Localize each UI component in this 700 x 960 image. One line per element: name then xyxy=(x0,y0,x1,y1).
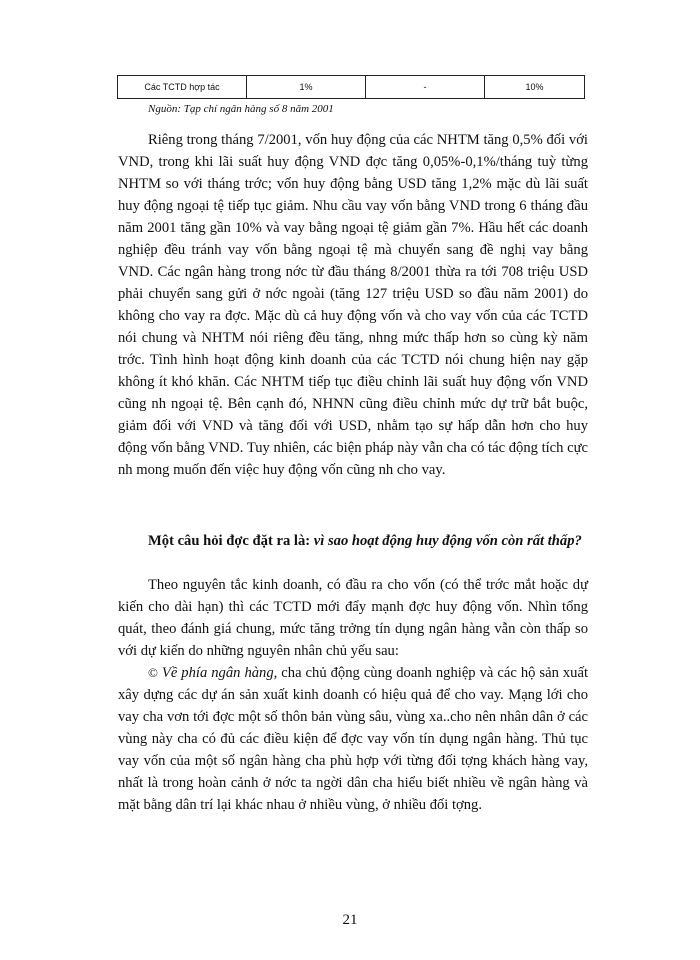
paragraph-4-text: cha chủ động cùng doanh nghiệp và các hộ sản xuất xây dựng các dự án sản xuất kinh doanh có hiệu quả để cho vay. Mạng lới cho vay cha vơn tới đợc một số thôn bản vùng sâu, vùng xa..cho nên nhân dân ở các vùng này cha có đủ các điều kiện để đợc vay vốn tín dụng ngân hàng. Thủ tục vay vốn của một số ngân hàng cha phù hợp với từng đối tợng khách hàng vay, nhất là trong hoàn cảnh ở nớc ta ngời dân cha hiểu biết nhiều về ngân hàng và mặt bằng dân trí lại khác nhau ở nhiều vùng, ở nhiều đối tợng. xyxy=(118,665,589,813)
paragraph-4-lead: Về phía ngân hàng, xyxy=(161,665,278,681)
table-cell: - xyxy=(366,76,485,99)
copyright-mark-icon: © xyxy=(148,665,158,680)
question-text: vì sao hoạt động huy động vốn còn rất thấp? xyxy=(313,533,582,549)
data-table xyxy=(117,75,585,99)
paragraph-4 xyxy=(118,662,588,816)
table-cell: 10% xyxy=(485,76,585,99)
question-label: Một câu hỏi đợc đặt ra là: xyxy=(148,533,311,549)
page-number: 21 xyxy=(342,912,358,928)
source-note: Nguồn: Tạp chí ngân hàng số 8 năm 2001 xyxy=(148,103,334,115)
question-paragraph xyxy=(118,530,588,552)
paragraph-1: Riêng trong tháng 7/2001, vốn huy động của các NHTM tăng 0,5% đối với VND, trong khi lãi suất huy động VND đợc tăng 0,05%-0,1%/tháng tuỳ từng NHTM so với tháng trớc; vốn huy động bằng USD tăng 1,2% mặc dù lãi suất huy động ngoại tệ tiếp tục giảm. Nhu cầu vay vốn bằng VND trong 6 tháng đầu năm 2001 tăng gần 10% và vay bằng ngoại tệ giảm gần 7%. Hầu hết các doanh nghiệp đều tránh vay vốn bằng ngoại tệ mà chuyển sang đề nghị vay bằng VND. Các ngân hàng trong nớc từ đầu tháng 8/2001 thừa ra tới 708 triệu USD phải chuyển sang gửi ở nớc ngoài (tăng 127 triệu USD so đầu năm 2001) do không cho vay ra đợc. Mặc dù cả huy động vốn và cho vay vốn của các TCTD nói chung và NHTM nói riêng đều tăng, nhng mức thấp hơn so cùng kỳ năm trớc. Tình hình hoạt động kinh doanh của các TCTD nói chung hiện nay gặp không ít khó khăn. Các NHTM tiếp tục điều chỉnh lãi suất huy động vốn VND cũng nh ngoại tệ. Bên cạnh đó, NHNN cũng điều chỉnh mức dự trữ bắt buộc, giảm đối với VND và tăng đối với USD, nhằm tạo sự hấp dẫn hơn cho huy động vốn bằng VND. Tuy nhiên, các biện pháp này vẫn cha có tác động tích cực nh mong muốn đến việc huy động vốn cũng nh cho vay. xyxy=(118,132,588,478)
table-cell: 1% xyxy=(247,76,366,99)
table-row xyxy=(118,76,585,99)
table-cell: Các TCTD hợp tác xyxy=(118,76,247,99)
paragraph-3: Theo nguyên tắc kinh doanh, có đầu ra cho vốn (có thể trớc mắt hoặc dự kiến cho dài hạn) thì các TCTD mới đẩy mạnh đợc huy động vốn. Nhìn tổng quát, theo đánh giá chung, mức tăng trởng tín dụng ngân hàng vẫn còn thấp so với dự kiến do những nguyên nhân chủ yếu sau: xyxy=(118,577,588,659)
